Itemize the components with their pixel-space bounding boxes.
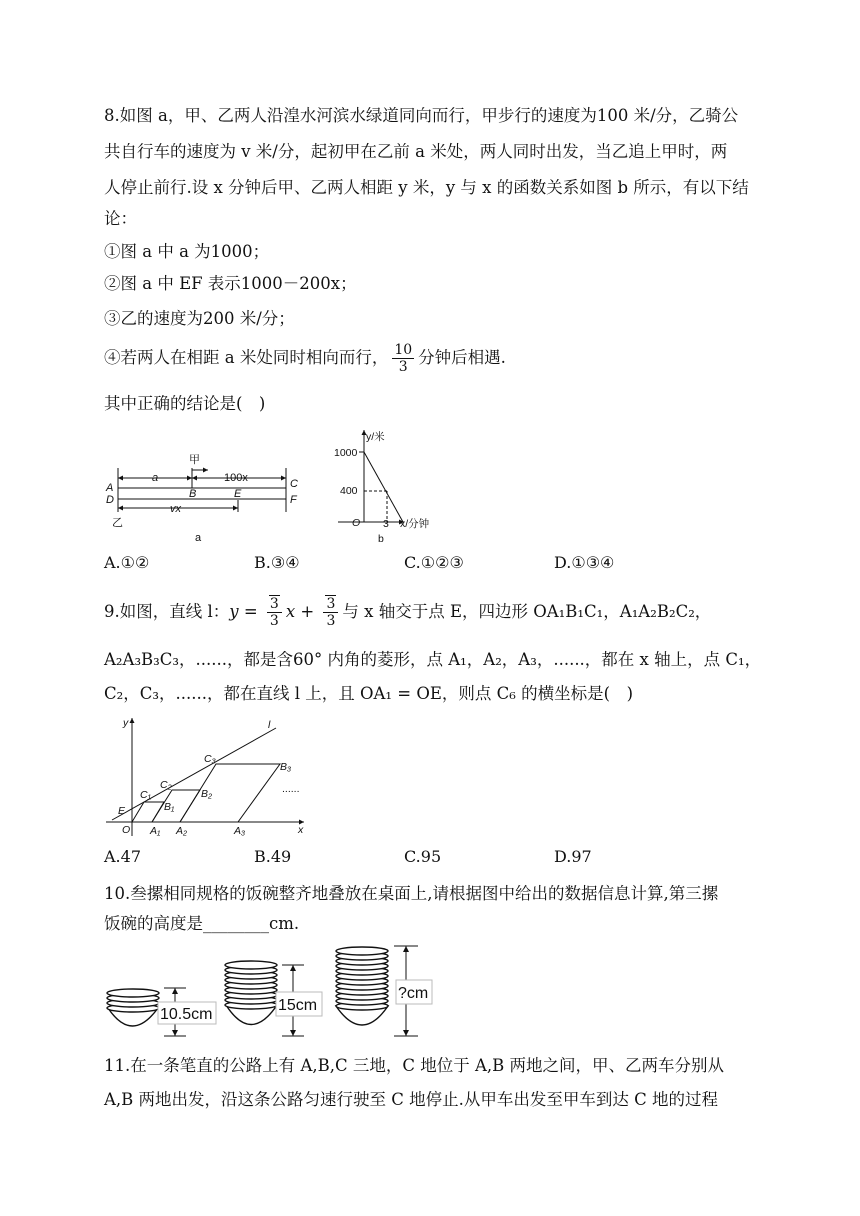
fig-b-origin: O <box>352 517 361 529</box>
fig-a-F: F <box>290 494 297 506</box>
fraction-10-3 <box>392 342 414 375</box>
q11-line-2: A,B 两地出发，沿这条公路匀速行驶至 C 地停止.从甲车出发至甲车到达 C 地的过程 <box>104 1090 719 1109</box>
q9-line-1: 9.如图，直线 l：y = $\frac{3}{3}$ x + $\frac{3}{3}$ 与 x 轴交于点 E，四边形 OA₁B₁C₁，A₁A₂B₂C₂， <box>104 596 712 629</box>
fig-a-len: 100x <box>224 472 248 484</box>
q8-line-1: 8.如图 a，甲、乙两人沿湟水河滨水绿道同向而行，甲步行的速度为100 米/分，乙骑公 <box>104 106 739 125</box>
fig9-C3: C₃ <box>204 753 216 765</box>
q9-pre: 9.如图，直线 l： <box>104 602 230 621</box>
fig-b-xlabel: x/分钟 <box>400 518 430 530</box>
fig-b-x3: 3 <box>383 518 389 530</box>
fig9-x: x <box>298 824 304 836</box>
q8-option-d: D.①③④ <box>554 553 615 572</box>
fig-a-E: E <box>234 488 242 500</box>
q9-line-2: A₂A₃B₃C₃，......，都是含60° 内角的菱形，点 A₁，A₂，A₃，......，都在 x 轴上，点 C₁， <box>104 650 762 669</box>
q8-conclusion-2: ②图 a 中 EF 表示1000－200x； <box>104 274 357 293</box>
fig-b-y400: 400 <box>340 485 358 497</box>
q8-option-b: B.③④ <box>254 553 300 572</box>
fig-a-yi: 乙 <box>112 517 123 529</box>
fig-a-a: a <box>152 472 159 484</box>
figure-a-two-walkers <box>104 450 304 550</box>
fig9-dots: ...... <box>282 783 300 795</box>
figure-q9-rhombus-chain <box>104 712 314 838</box>
sqrt3-over-3-fraction: $\frac{3}{3}$ <box>267 596 282 629</box>
label-unknown-cm: ?cm <box>398 985 429 1002</box>
fig-a-jia: 甲 <box>189 454 200 466</box>
fig9-C1: C₁ <box>140 789 151 801</box>
fig-b-caption: b <box>378 533 384 545</box>
q9-option-d: D.97 <box>554 847 592 866</box>
fig9-E: E <box>118 805 126 817</box>
fig-a-caption: a <box>195 532 202 544</box>
q9-option-a: A.47 <box>104 847 141 866</box>
fig9-y: y <box>123 717 129 729</box>
fig-b-ylabel: y/米 <box>366 431 385 443</box>
figure-q10-bowl-stacks <box>100 940 440 1045</box>
q11-line-1: 11.在一条笔直的公路上有 A,B,C 三地，C 地位于 A,B 两地之间，甲、乙两车分别从 <box>104 1056 725 1075</box>
q9-line-3: C₂，C₃，......，都在直线 l 上，且 OA₁ = OE，则点 C₆ 的横坐标是( ) <box>104 684 634 703</box>
fraction-numerator: 10 <box>394 342 413 358</box>
q8-conclusion-3: ③乙的速度为200 米/分； <box>104 309 295 328</box>
figure-b-function-graph <box>330 422 460 548</box>
fig9-l: l <box>268 719 271 731</box>
fig9-B2: B₂ <box>201 788 213 800</box>
q8-line-3: 人停止前行.设 x 分钟后甲、乙两人相距 y 米，y 与 x 的函数关系如图 b 所示，有以下结 <box>104 178 749 197</box>
fig9-A1: A₁ <box>150 825 161 837</box>
fig9-B3: B₃ <box>280 761 292 773</box>
label-15cm: 15cm <box>278 997 318 1014</box>
q8-c4-pre: ④若两人在相距 a 米处同时相向而行， <box>104 348 389 367</box>
fig9-C2: C₂ <box>160 779 172 791</box>
q8-option-a: A.①② <box>104 553 150 572</box>
fig9-O: O <box>122 824 131 836</box>
fig-a-A: A <box>106 482 114 494</box>
q8-question: 其中正确的结论是( ) <box>104 394 266 413</box>
q8-conclusion-4 <box>104 342 506 375</box>
q8-option-c: C.①②③ <box>404 553 464 572</box>
sqrt3-over-3-fraction-2: $\frac{3}{3}$ <box>323 596 338 629</box>
q10-line-2: 饭碗的高度是________cm. <box>104 914 300 933</box>
q8-line-2: 共自行车的速度为 v 米/分，起初甲在乙前 a 米处，两人同时出发，当乙追上甲时，两 <box>104 142 728 161</box>
fig-a-B: B <box>189 488 197 500</box>
q9-post: 与 x 轴交于点 E，四边形 OA₁B₁C₁，A₁A₂B₂C₂， <box>342 602 712 621</box>
q8-conclusion-1: ①图 a 中 a 为1000； <box>104 242 270 261</box>
label-10-5cm: 10.5cm <box>160 1006 213 1023</box>
fraction-denominator: 3 <box>398 359 408 375</box>
fig9-B1: B₁ <box>164 801 175 813</box>
q10-line-1: 10.叁摞相同规格的饭碗整齐地叠放在桌面上,请根据图中给出的数据信息计算,第三摞 <box>104 884 719 903</box>
fig-a-D: D <box>106 494 114 506</box>
q9-option-b: B.49 <box>254 847 292 866</box>
q8-c4-post: 分钟后相遇. <box>418 348 506 367</box>
fig-a-C: C <box>290 478 298 490</box>
fig-b-y1000: 1000 <box>334 447 358 459</box>
q9-option-c: C.95 <box>404 847 442 866</box>
fig9-A2: A₂ <box>176 825 188 837</box>
fig-a-vx: vx <box>170 503 181 515</box>
q8-line-4: 论： <box>104 209 137 228</box>
fig9-A3: A₃ <box>234 825 246 837</box>
